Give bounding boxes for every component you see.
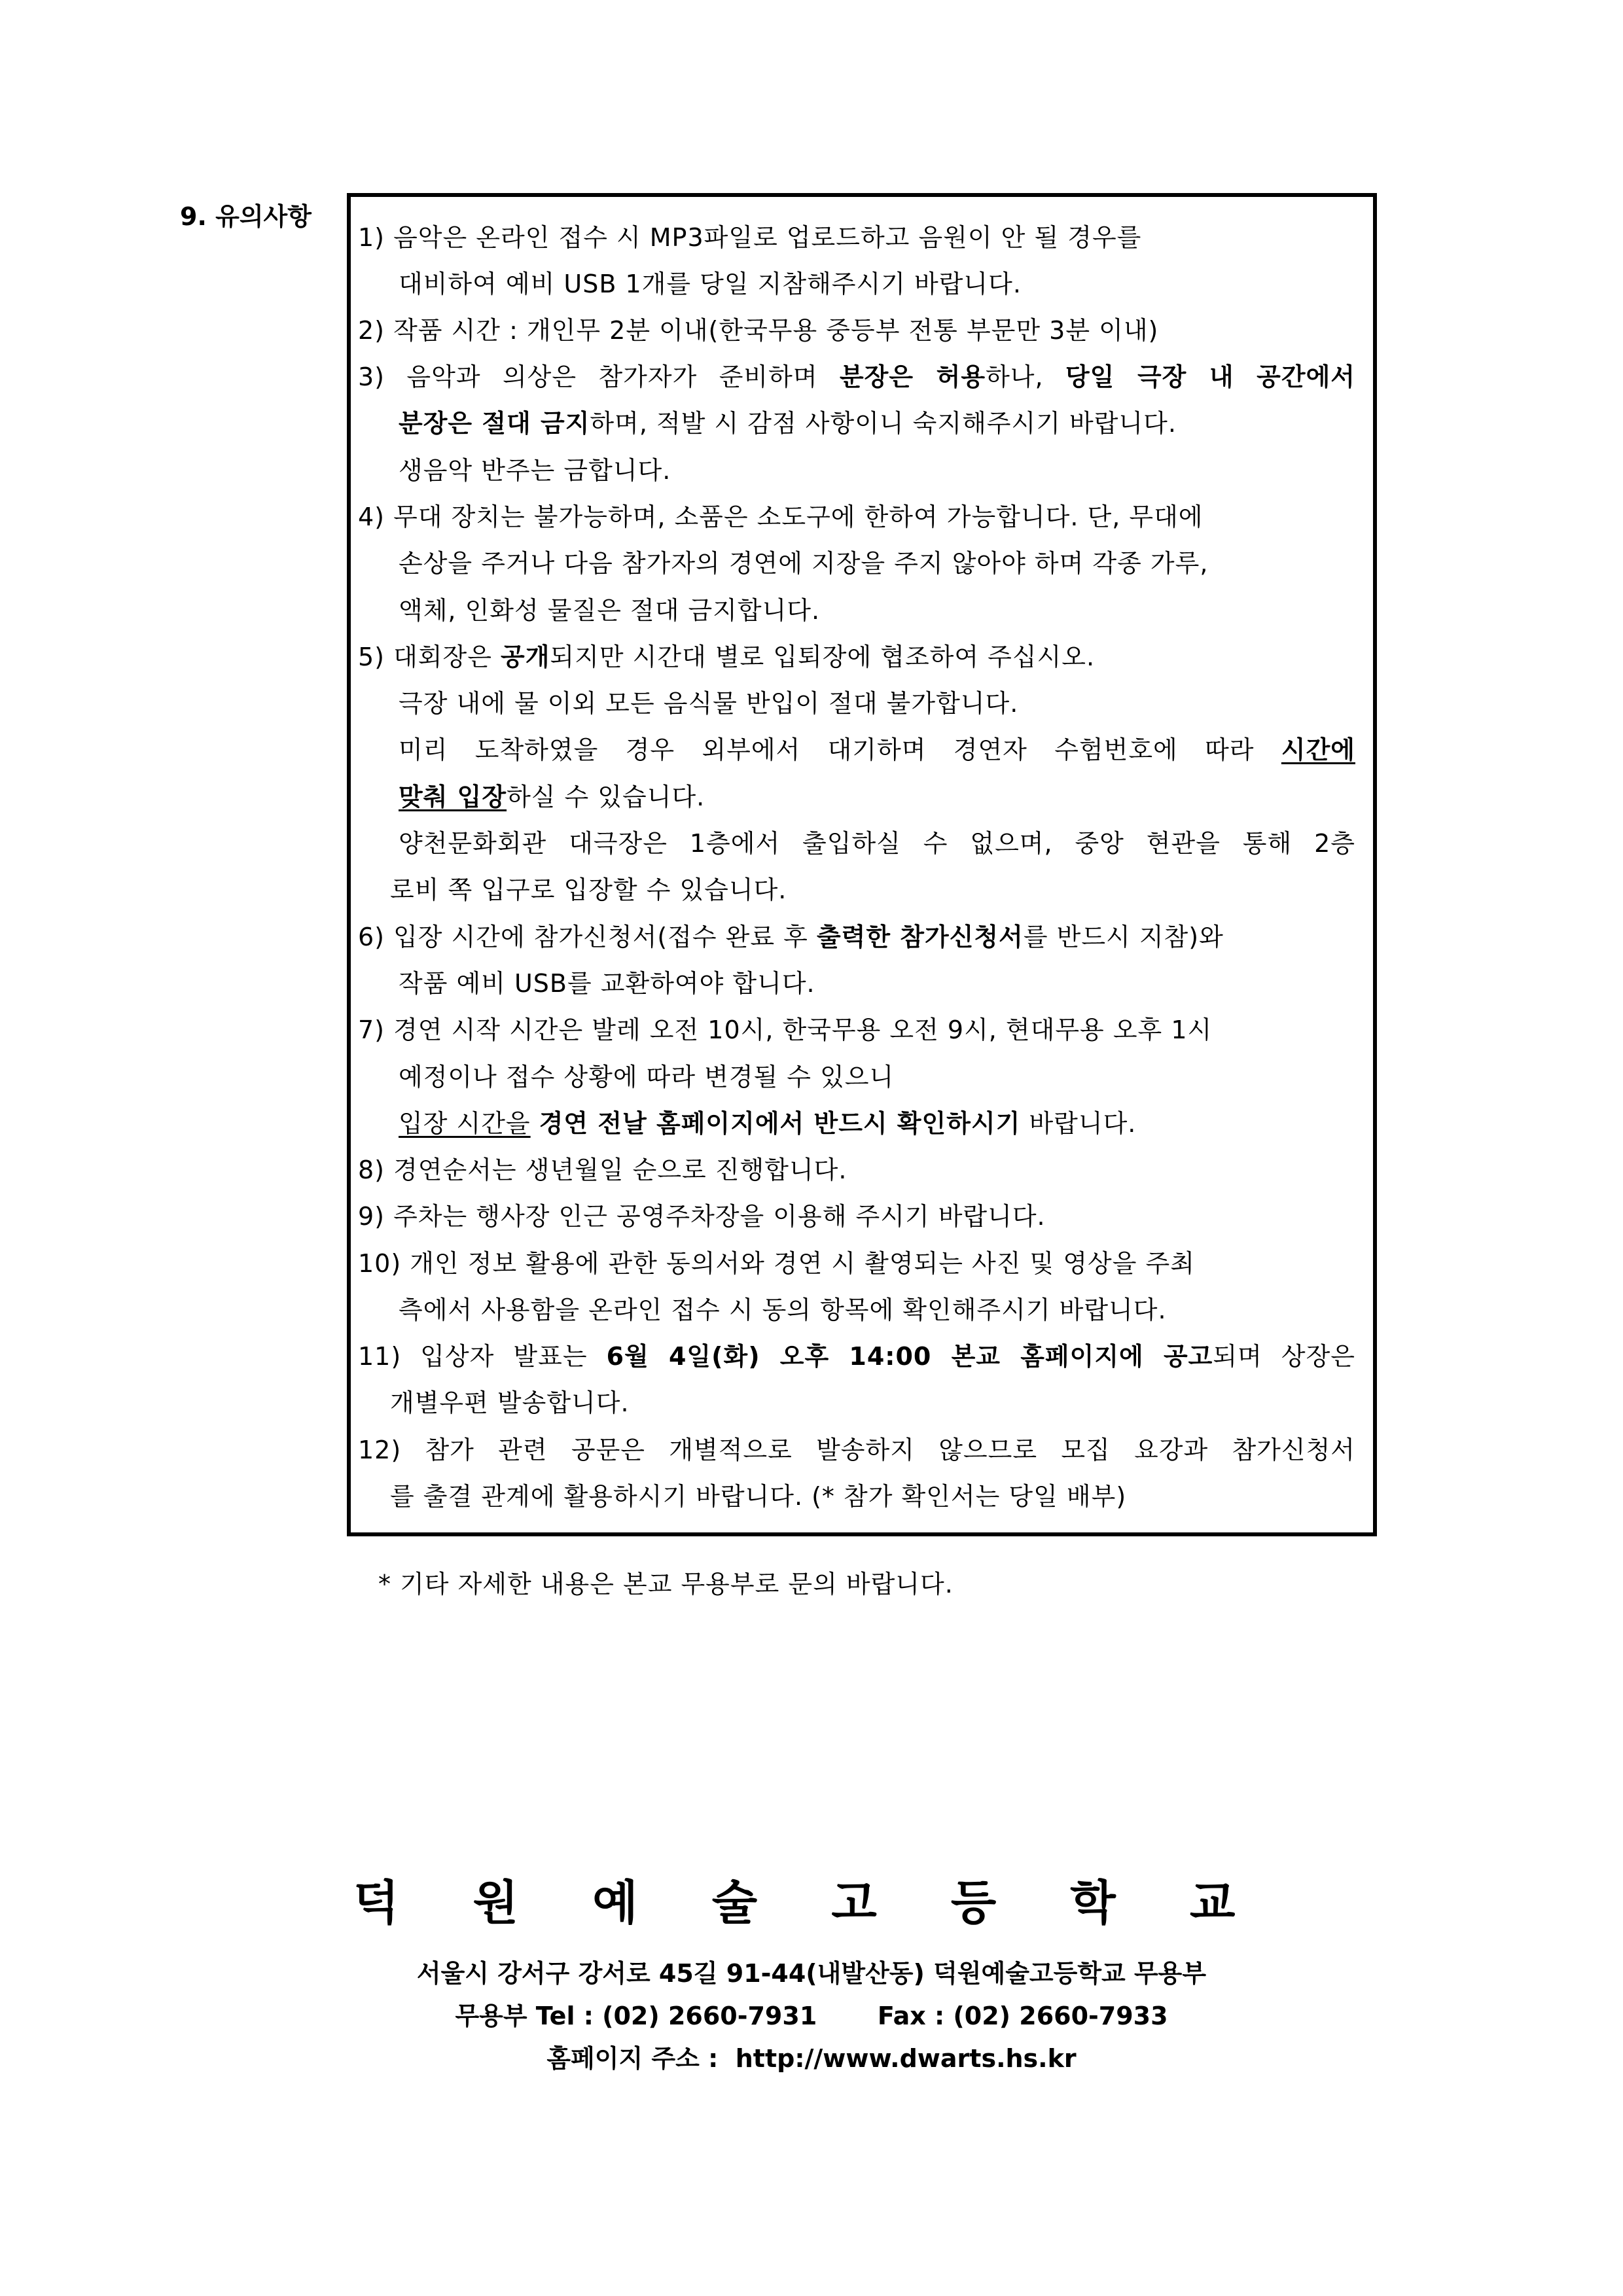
notice-text: 3) 음악과 의상은 참가자가 준비하며 — [358, 362, 840, 391]
notice-text: 하실 수 있습니다. — [507, 783, 705, 811]
notice-text: 7) 경연 시작 시간은 발레 오전 10시, 한국무용 오전 9시, 현대무용 오후 1시 — [358, 1016, 1213, 1044]
notice-line — [399, 687, 1018, 720]
notice-line — [399, 1294, 1167, 1326]
school-phone-fax: 무용부 Tel : (02) 2660-7931 Fax : (02) 2660-7933 — [455, 2002, 1168, 2030]
notice-line — [399, 268, 1022, 300]
notice-text: 개별우편 발송합니다. — [390, 1388, 630, 1417]
notice-line — [358, 501, 1204, 533]
notice-text: 양천문화회관 대극장은 1층에서 출입하실 수 없으며, 중앙 현관을 통해 2층 — [399, 829, 1355, 858]
notice-text — [531, 1109, 539, 1138]
notice-text: 를 반드시 지참)와 — [1023, 923, 1224, 951]
notice-emphasis: 당일 극장 내 공간에서 — [1065, 362, 1356, 391]
notice-text: 예정이나 접수 상황에 따라 변경될 수 있으니 — [399, 1063, 895, 1091]
notice-text: 되며 상장은 — [1213, 1342, 1355, 1371]
notice-text: 생음악 반주는 금합니다. — [399, 456, 671, 485]
notice-text: 10) 개인 정보 활용에 관한 동의서와 경연 시 촬영되는 사진 및 영상을 주최 — [358, 1249, 1195, 1278]
notice-emphasis: 6월 4일(화) 오후 14:00 본교 홈페이지에 공고 — [606, 1342, 1213, 1371]
notice-emphasis: 시간에 — [1281, 735, 1355, 764]
notice-text: 미리 도착하였을 경우 외부에서 대기하며 경연자 수험번호에 따라 — [399, 735, 1281, 764]
notice-text: 대비하여 예비 USB 1개를 당일 지참해주시기 바랍니다. — [399, 270, 1022, 298]
notice-line — [399, 407, 1177, 440]
notice-line — [358, 1340, 1355, 1373]
notice-text: 하나, — [986, 362, 1065, 391]
notice-line — [399, 547, 1208, 580]
notice-line — [358, 1154, 847, 1186]
notice-text: 바랍니다. — [1020, 1109, 1137, 1138]
notice-line — [399, 594, 820, 627]
notice-line — [399, 1061, 894, 1093]
notice-line — [390, 874, 787, 906]
notice-text: 1) 음악은 온라인 접수 시 MP3파일로 업로드하고 음원이 안 될 경우를 — [358, 223, 1142, 252]
notice-text: 하며, 적발 시 감점 사항이니 숙지해주시기 바랍니다. — [590, 409, 1177, 438]
notice-text: 액체, 인화성 물질은 절대 금지합니다. — [399, 596, 821, 625]
section-title: 9. 유의사항 — [180, 202, 312, 231]
notice-text: 측에서 사용함을 온라인 접수 시 동의 항목에 확인해주시기 바랍니다. — [399, 1296, 1167, 1324]
school-name: 덕원예술고등학교 — [353, 1875, 1310, 1930]
notice-emphasis: 맞춰 입장 — [399, 783, 507, 811]
school-address: 서울시 강서구 강서로 45길 91-44(내발산동) 덕원예술고등학교 무용부 — [416, 1959, 1207, 1988]
notice-text: 되지만 시간대 별로 입퇴장에 협조하여 주십시오. — [550, 643, 1096, 671]
notice-line — [358, 641, 1095, 673]
notice-line — [399, 781, 705, 813]
notice-text: 2) 작품 시간 : 개인무 2분 이내(한국무용 중등부 전통 부문만 3분 이내) — [358, 316, 1159, 345]
notice-text: 11) 입상자 발표는 — [358, 1342, 607, 1371]
notice-line — [390, 1480, 1126, 1513]
notice-emphasis: 분장은 절대 금지 — [399, 409, 590, 438]
notice-text: 6) 입장 시간에 참가신청서(접수 완료 후 — [358, 923, 817, 951]
notice-line — [358, 221, 1141, 254]
notice-text: 를 출결 관계에 활용하시기 바랍니다. (* 참가 확인서는 당일 배부) — [390, 1482, 1127, 1511]
notice-line — [358, 1434, 1355, 1466]
school-homepage: 홈페이지 주소 : http://www.dwarts.hs.kr — [546, 2044, 1077, 2073]
notice-line — [399, 827, 1355, 860]
notice-emphasis: 분장은 허용 — [839, 362, 986, 391]
notice-line — [390, 1386, 630, 1419]
notice-line — [399, 967, 815, 1000]
notice-text: 4) 무대 장치는 불가능하며, 소품은 소도구에 한하여 가능합니다. 단, 무대에 — [358, 503, 1204, 531]
notice-line — [399, 1107, 1136, 1140]
notice-emphasis: 출력한 참가신청서 — [816, 923, 1024, 951]
notice-text: 작품 예비 USB를 교환하여야 합니다. — [399, 969, 815, 998]
notice-text: 손상을 주거나 다음 참가자의 경연에 지장을 주지 않아야 하며 각종 가루, — [399, 549, 1209, 578]
notice-text: 12) 참가 관련 공문은 개별적으로 발송하지 않으므로 모집 요강과 참가신청서 — [358, 1436, 1355, 1464]
notice-emphasis: 공개 — [501, 643, 550, 671]
notice-emphasis: 경연 전날 홈페이지에서 반드시 확인하시기 — [539, 1109, 1021, 1138]
notice-line — [358, 1200, 1046, 1233]
notice-text: 8) 경연순서는 생년월일 순으로 진행합니다. — [358, 1156, 847, 1184]
notice-line — [358, 314, 1158, 347]
notice-line — [358, 361, 1355, 393]
notice-text: 9) 주차는 행사장 인근 공영주차장을 이용해 주시기 바랍니다. — [358, 1202, 1046, 1231]
notice-text: 극장 내에 물 이외 모든 음식물 반입이 절대 불가합니다. — [399, 689, 1019, 718]
notice-line — [358, 1014, 1212, 1046]
notice-line — [399, 454, 671, 487]
footnote: * 기타 자세한 내용은 본교 무용부로 문의 바랍니다. — [378, 1570, 954, 1598]
notice-box — [347, 193, 1377, 1536]
notice-line — [399, 733, 1355, 766]
notice-line — [358, 921, 1224, 953]
notice-line — [358, 1247, 1195, 1280]
notice-emphasis: 입장 시간을 — [399, 1109, 531, 1138]
notice-text: 5) 대회장은 — [358, 643, 501, 671]
notice-text: 로비 쪽 입구로 입장할 수 있습니다. — [390, 875, 787, 904]
